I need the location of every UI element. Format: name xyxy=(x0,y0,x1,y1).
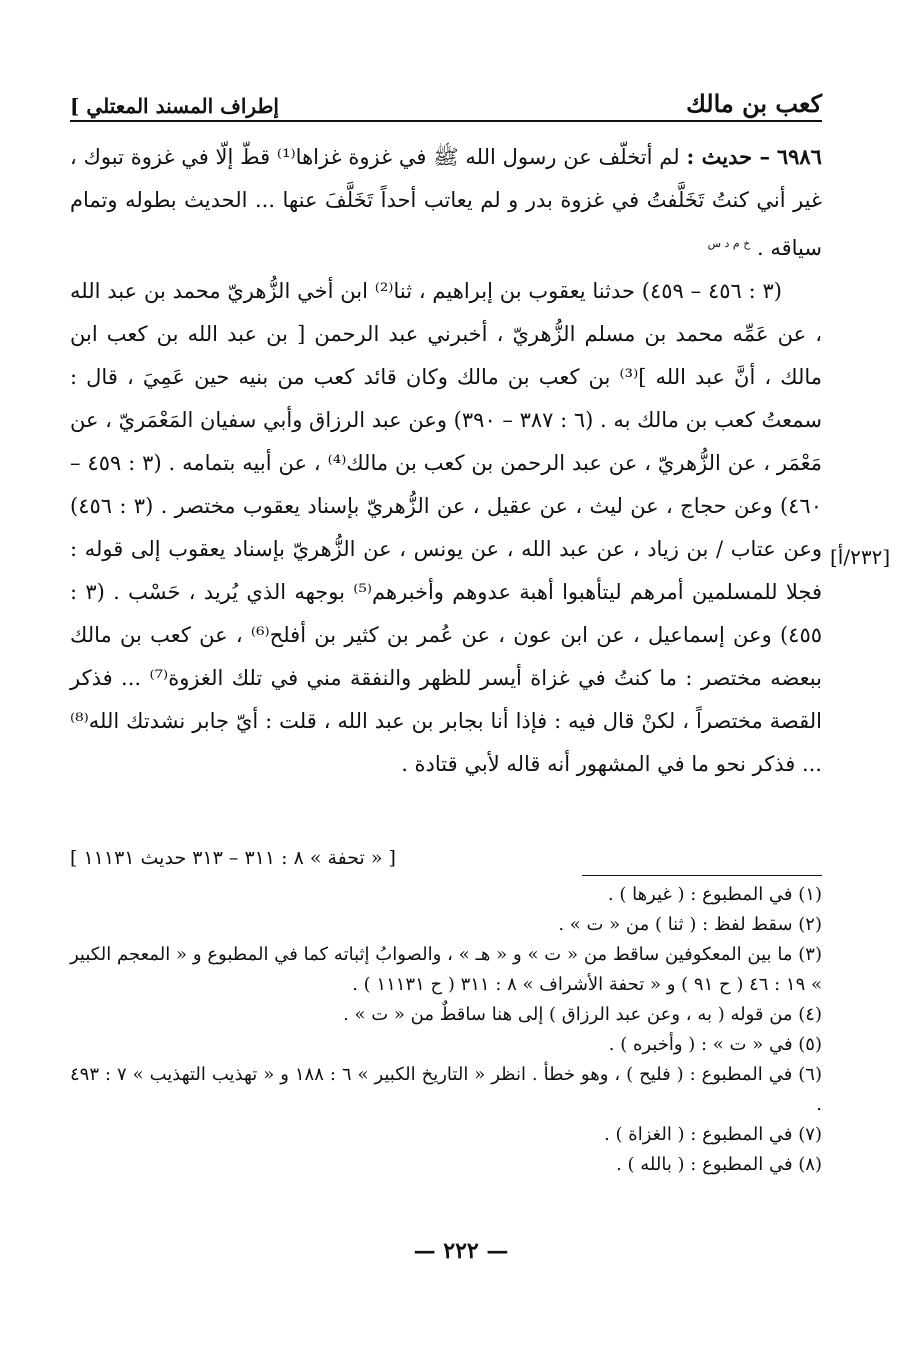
page-number: — ٢٢٢ — xyxy=(413,1238,509,1264)
hadith-number: ٦٩٨٦ xyxy=(776,144,822,169)
footnote-item: (١) في المطبوع : ( غيرها ) . xyxy=(607,884,822,905)
header-rule xyxy=(70,120,822,122)
hadith-label: – حديث : xyxy=(686,144,771,169)
footnote-item: (٤) من قوله ( به ، وعن عبد الرزاق ) إلى هنا ساقطٌ من « ت » . xyxy=(343,1004,822,1025)
footnote-item: (٣) ما بين المعكوفين ساقط من « ت » و « هـ » ، والصوابُ إثباته كما في المطبوع و « المعجم الكبير » ١٩ : ٤٦ ( ح ٩١ ) و « تحفة الأشراف » ٨ : ٣١١ ( ح ١١١٣١ ) . xyxy=(70,944,822,995)
footnote-rule xyxy=(582,875,822,876)
header-chapter-title: كعب بن مالك xyxy=(686,89,822,118)
hadith-paragraph xyxy=(70,135,822,270)
footnote-item: (٧) في المطبوع : ( الغزاة ) . xyxy=(604,1124,822,1145)
isnad-paragraph: (٣ : ٤٥٦ – ٤٥٩) حدثنا يعقوب بن إبراهيم ، ثنا⁽²⁾ ابن أخي الزُّهريّ محمد بن عبد الله ، عن عَمِّه محمد بن مسلم الزُّهريّ ، أخبرني عبد الرحمن [ بن عبد الله بن كعب ابن مالك ، أنَّ عبد الله ]⁽³⁾ بن كعب بن مالك وكان قائد كعب من بنيه حين عَمِيَ ، قال : سمعتُ كعب بن مالك به . (٦ : ٣٨٧ – ٣٩٠) وعن عبد الرزاق وأبي سفيان المَعْمَريّ ، عن مَعْمَر ، عن الزُّهريّ ، عن عبد الرحمن بن كعب بن مالك⁽⁴⁾ ، عن أبيه بتمامه . (٣ : ٤٥٩ – ٤٦٠) وعن حجاج ، عن ليث ، عن عقيل ، عن الزُّهريّ بإسناد يعقوب مختصر . (٣ : ٤٥٦) وعن عتاب / بن زياد ، عن عبد الله ، عن يونس ، عن الزُّهريّ بإسناد يعقوب إلى قوله : فجلا للمسلمين أمرهم ليتأهبوا أهبة عدوهم وأخبرهم⁽⁵⁾ بوجهه الذي يُريد ، حَسْب . (٣ : ٤٥٥) وعن إسماعيل ، عن ابن عون ، عن عُمر بن كثير بن أفلح⁽⁶⁾ ، عن كعب بن مالك ببعضه مختصر : ما كنتُ في غزاة أيسر للظهر والنفقة مني في تلك الغزوة⁽⁷⁾ ... فذكر القصة مختصراً ، لكنْ قال فيه : فإذا أنا بجابر بن عبد الله ، قلت : أيّ جابر نشدتك الله⁽⁸⁾ ... فذكر نحو ما في المشهور أنه قاله لأبي قتادة . xyxy=(69,279,823,776)
footnotes xyxy=(70,880,822,1180)
footnote-item: (٦) في المطبوع : ( فليح ) ، وهو خطأ . انظر « التاريخ الكبير » ٦ : ١٨٨ و « تهذيب التهذيب » ٧ : ٤٩٣ . xyxy=(70,1064,822,1115)
footnote-item: (٢) سقط لفظ : ( ثنا ) من « ت » . xyxy=(558,914,822,935)
hadith-sigla: خ م د س xyxy=(707,237,751,250)
manuscript-folio-ref: [٢٣٢/أ] xyxy=(830,545,891,569)
hadith-text: لم أتخلّف عن رسول الله ﷺ في غزوة غزاها⁽¹⁾ قطّ إلّا في غزوة تبوك ، غير أني كنتُ تَخَلَّفتُ في غزوة بدر و لم يعاتب أحداً تَخَلَّفَ عنها ... الحديث بطوله وتمام سياقه . xyxy=(70,145,822,260)
tuhfa-reference: [ « تحفة » ٨ : ٣١١ – ٣١٣ حديث ١١١٣١ ] xyxy=(70,847,396,869)
footnote-item: (٥) في « ت » : ( وأخبره ) . xyxy=(608,1034,822,1055)
header-book-title: إطراف المسند المعتلي ] xyxy=(70,94,279,118)
main-text xyxy=(70,135,822,786)
running-header xyxy=(70,78,822,118)
footnote-item: (٨) في المطبوع : ( بالله ) . xyxy=(616,1154,822,1175)
